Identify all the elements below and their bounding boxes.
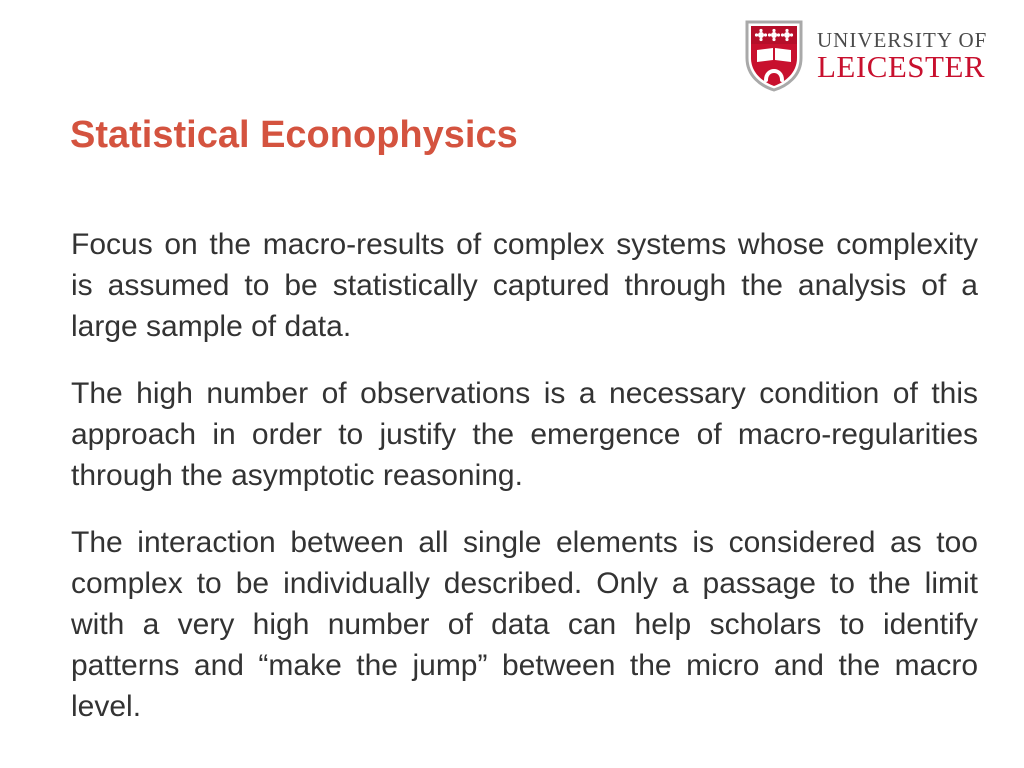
paragraph-1: Focus on the macro-results of complex systems whose complexity is assumed to be statistically captured through the analysis of a large sample of data. [71, 228, 978, 343]
university-crest-icon [745, 20, 803, 92]
paragraph-2: The high number of observations is a necessary condition of this approach in order to justify the emergence of macro-regularities through the asymptotic reasoning. [71, 377, 978, 492]
paragraph-3: The interaction between all single elements is considered as too complex to be individually described. Only a passage to the limit with a very high number of data can help scholars to identify patterns and “make the jump” between the micro and the macro level. [71, 526, 978, 723]
wordmark-line2: LEICESTER [817, 49, 986, 84]
wordmark-line1: UNIVERSITY OF [817, 28, 988, 52]
university-logo [745, 20, 1007, 94]
slide-body [71, 224, 978, 753]
university-wordmark [817, 28, 1007, 82]
slide-title: Statistical Econophysics [70, 114, 518, 156]
